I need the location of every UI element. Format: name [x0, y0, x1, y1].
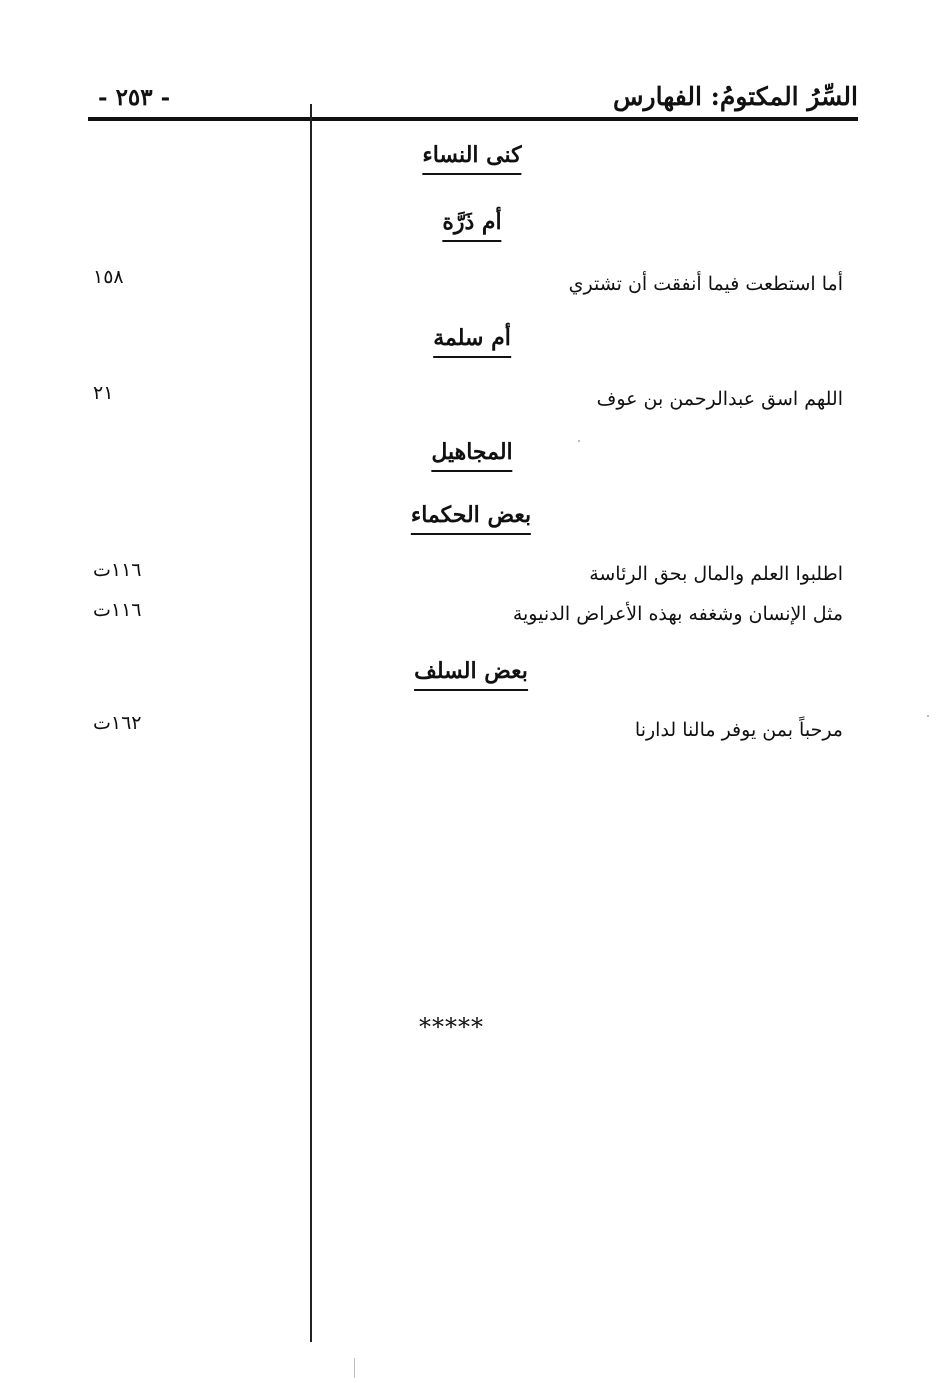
scan-speck — [578, 440, 580, 442]
section-heading-umm-dharra: أم ذَرَّة — [442, 207, 501, 242]
column-divider — [310, 104, 312, 1342]
page-number: - ٢٥٣ - — [98, 84, 171, 111]
entry-text: أما استطعت فيما أنفقت أن تشتري — [568, 273, 843, 295]
entry-reference: ١١٦ت — [93, 599, 142, 621]
entry-text: مرحباً بمن يوفر مالنا لدارنا — [634, 719, 843, 741]
section-heading-umm-salama: أم سلمة — [433, 323, 511, 358]
running-title: السِّرُ المكتومُ: الفهارس — [613, 82, 858, 111]
entry-text: اطلبوا العلم والمال بحق الرئاسة — [589, 563, 843, 585]
section-heading-some-sages: بعض الحكماء — [411, 500, 531, 535]
header-rule — [88, 117, 858, 121]
entry-text: مثل الإنسان وشغفه بهذه الأعراض الدنيوية — [512, 603, 843, 625]
scan-speck — [927, 715, 929, 717]
entry-reference: ١١٦ت — [93, 559, 142, 581]
section-heading-some-predecessors: بعض السلف — [414, 656, 528, 691]
entry-reference: ١٦٢ت — [93, 712, 142, 734]
section-heading-women-kunya: كنى النساء — [422, 140, 521, 175]
entry-text: اللهم اسق عبدالرحمن بن عوف — [596, 388, 843, 410]
entry-reference: ٢١ — [93, 382, 114, 404]
scan-speck — [354, 1358, 355, 1378]
entry-reference: ١٥٨ — [93, 266, 124, 288]
section-heading-unknowns: المجاهيل — [431, 437, 512, 472]
section-separator: ***** — [419, 1013, 484, 1041]
